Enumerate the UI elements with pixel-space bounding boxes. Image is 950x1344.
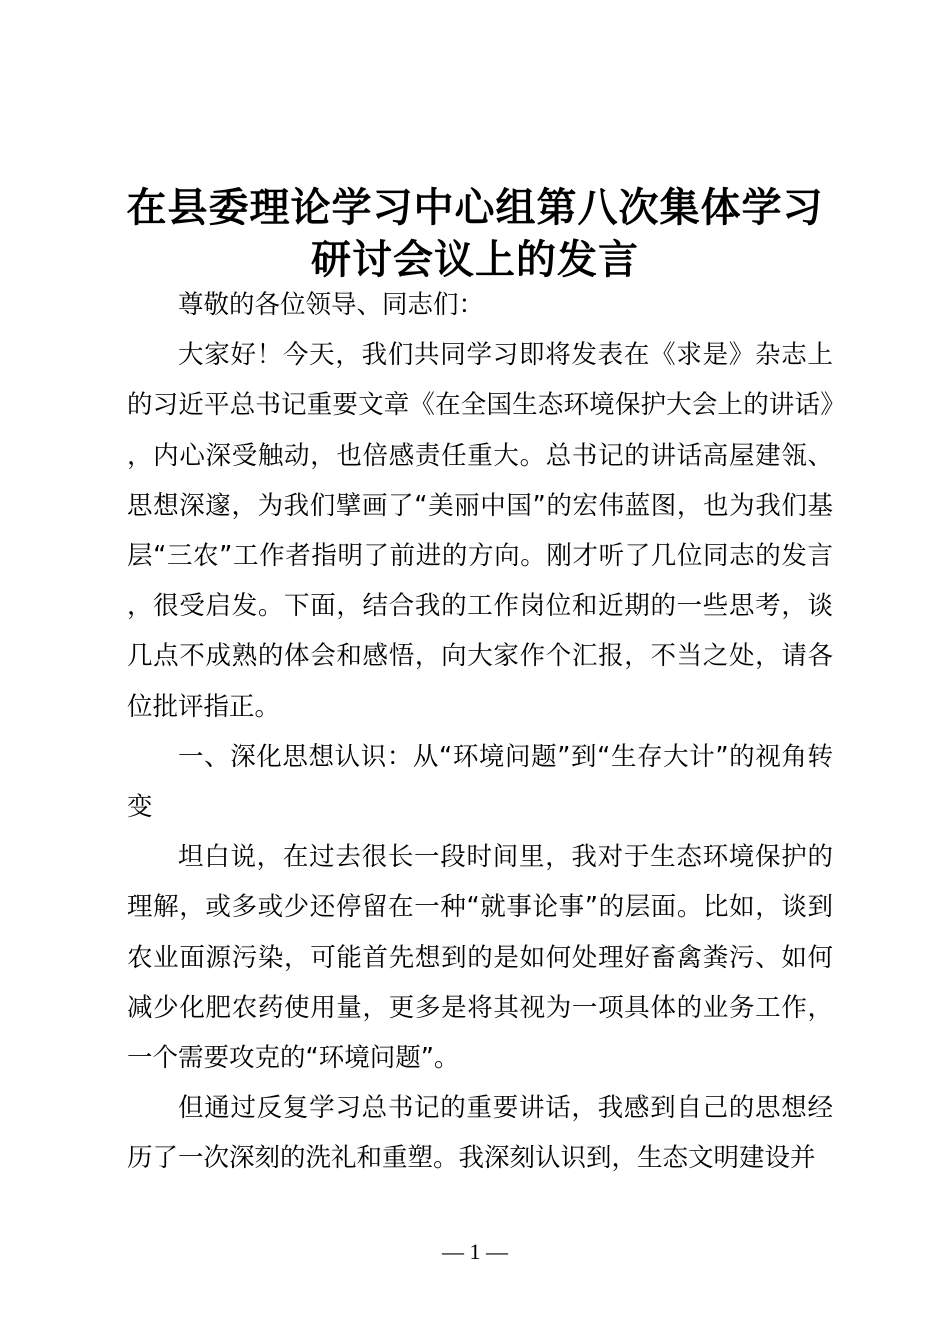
section-heading-1: 一、深化思想认识：从“环境问题”到“生存大计”的视角转变	[127, 741, 833, 823]
body-paragraph: 但通过反复学习总书记的重要讲话，我感到自己的思想经历了一次深刻的洗礼和重塑。我深刻认识到，生态文明建设并	[127, 1093, 833, 1174]
document-body	[127, 280, 833, 1184]
salutation-paragraph: 尊敬的各位领导、同志们：	[178, 290, 485, 320]
page-number: — 1 —	[442, 1239, 508, 1264]
body-paragraph: 坦白说，在过去很长一段时间里，我对于生态环境保护的理解，或多或少还停留在一种“就事论事”的层面。比如，谈到农业面源污染，可能首先想到的是如何处理好畜禽粪污、如何减少化肥农药使用量，更多是将其视为一项具体的业务工作，一个需要攻克的“环境问题”。	[127, 842, 833, 1074]
document-title-line2: 研讨会议上的发言	[311, 236, 639, 283]
intro-paragraph: 大家好！今天，我们共同学习即将发表在《求是》杂志上的习近平总书记重要文章《在全国生态环境保护大会上的讲话》，内心深受触动，也倍感责任重大。总书记的讲话高屋建瓴、思想深邃，为我们擘画了“美丽中国”的宏伟蓝图，也为我们基层“三农”工作者指明了前进的方向。刚才听了几位同志的发言，很受启发。下面，结合我的工作岗位和近期的一些思考，谈几点不成熟的体会和感悟，向大家作个汇报，不当之处，请各位批评指正。	[127, 340, 833, 722]
document-title-line1: 在县委理论学习中心组第八次集体学习	[126, 184, 824, 231]
